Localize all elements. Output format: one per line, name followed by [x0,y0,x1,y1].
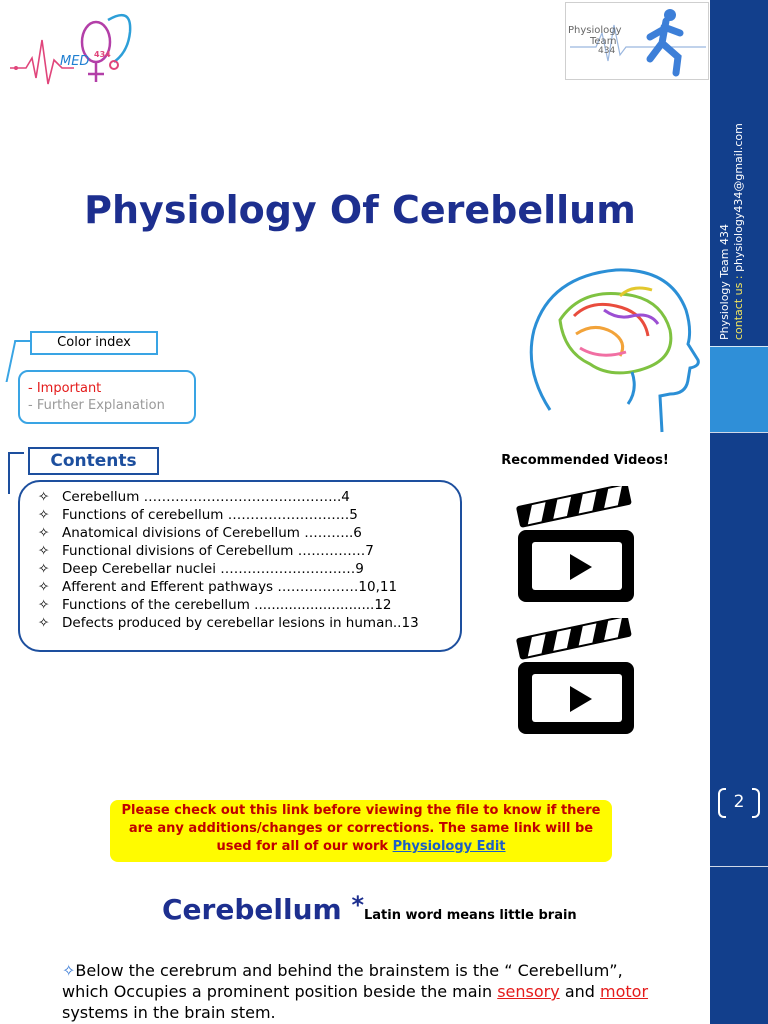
contents-list [18,480,462,652]
med-logo [4,2,140,94]
contents-item[interactable]: ✧ Functions of cerebellum ………………………5 [38,507,358,523]
edit-notice-text: Please check out this link before viewing the file to know if there are any additions/changes or corrections. The same link will be used for all of our work [121,803,601,854]
section-heading-subtitle: Latin word means little brain [364,908,577,923]
sidebar-divider [710,866,768,867]
med-logo-text: MED [60,54,90,69]
video-clapper-icon[interactable] [516,618,638,736]
contents-item[interactable]: ✧ Deep Cerebellar nuclei …………………………9 [38,561,364,577]
sidebar-contact-email: physiology434@gmail.com [732,123,745,272]
edit-notice [110,800,612,862]
color-index-label: Color index [30,331,158,355]
color-index-item-important: - Important [28,381,102,396]
team-logo-line1: Physiology [568,25,622,36]
sidebar-team: Physiology Team 434 [718,224,731,340]
color-index-list [18,370,196,424]
team-logo [565,2,709,80]
med-logo-sub: 434 [94,50,111,59]
sidebar-divider [710,346,768,347]
keyword-sensory: sensory [497,982,560,1001]
team-logo-line3: 434 [598,46,616,56]
section-heading-title: Cerebellum [162,893,342,926]
sidebar-divider [710,432,768,433]
sidebar-contact-label: contact us : [732,275,745,340]
sidebar-caption [718,123,746,340]
sidebar [710,0,768,1024]
contents-item[interactable]: ✧ Afferent and Efferent pathways ………………10,11 [38,579,398,595]
sidebar-accent [710,346,768,432]
color-index-item-further: - Further Explanation [28,398,165,413]
contents-item[interactable]: ✧ Functions of the cerebellum ............................12 [38,597,392,613]
contents-item[interactable]: ✧ Cerebellum ……………………………………..4 [38,489,350,505]
contents-item[interactable]: ✧ Anatomical divisions of Cerebellum ………..6 [38,525,362,541]
contents-item[interactable]: ✧ Defects produced by cerebellar lesions in human..13 [38,615,419,631]
keyword-motor: motor [600,982,649,1001]
contents-item[interactable]: ✧ Functional divisions of Cerebellum ……………7 [38,543,374,559]
physiology-edit-link[interactable]: Physiology Edit [392,839,506,854]
brain-illustration [520,260,706,436]
page-number: 2 [716,786,762,818]
team-logo-line2: Team [590,36,617,47]
paragraph-bullet: ✧ [62,961,76,980]
section-heading-star: * [351,891,364,919]
recommended-videos-label: Recommended Videos! [501,453,669,468]
video-clapper-icon[interactable] [516,486,638,604]
section-paragraph: ✧Below the cerebrum and behind the brainstem is the “ Cerebellum”, which Occupies a prominent position beside the main sensory and motor systems in the brain stem. [62,961,649,1022]
page-title: Physiology Of Cerebellum [84,188,636,232]
section-heading [162,891,577,926]
contents-label: Contents [28,447,159,475]
